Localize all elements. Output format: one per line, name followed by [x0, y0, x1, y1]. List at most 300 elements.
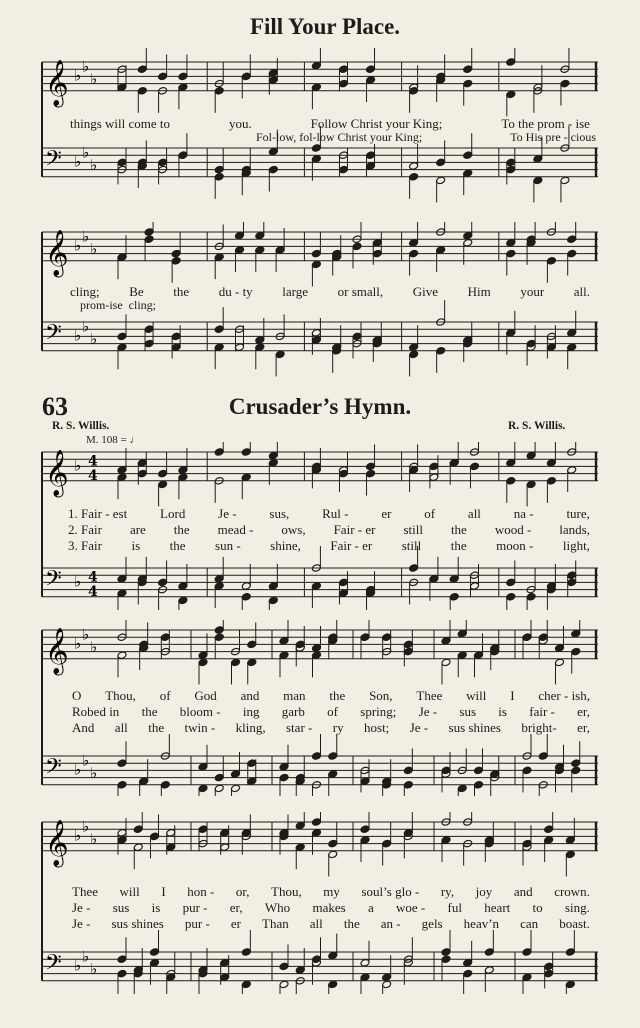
note-head	[311, 336, 321, 345]
note-head	[338, 65, 348, 74]
note-head	[198, 658, 208, 667]
lyric-line-alt	[256, 130, 596, 145]
lyric-syllable: heart	[484, 900, 511, 915]
lyric-syllable: will	[466, 688, 487, 703]
lyric-syllable: all.	[573, 284, 590, 299]
note-head	[198, 825, 208, 834]
note-head	[565, 948, 575, 957]
note-head	[382, 839, 392, 848]
note-head	[178, 83, 188, 92]
lyric-syllable: er,	[577, 704, 590, 719]
note-head	[198, 784, 208, 793]
note-head	[235, 343, 245, 352]
lyric-syllable: Fol-low, fol-low Christ your King;	[256, 130, 423, 144]
note-head	[409, 350, 419, 359]
note-head	[555, 644, 565, 653]
lyric-syllable: garb	[281, 704, 305, 719]
note-head	[235, 231, 245, 240]
note-head	[117, 575, 127, 584]
note-head	[338, 79, 348, 88]
note-head	[279, 763, 289, 772]
note-head	[522, 973, 532, 982]
note-head	[538, 633, 548, 642]
note-head	[255, 246, 265, 255]
note-head	[117, 781, 127, 790]
lyric-syllable: Thee	[416, 688, 443, 703]
note-head	[241, 593, 251, 602]
note-head	[360, 959, 370, 968]
note-head	[409, 173, 419, 182]
lyric-syllable: Thou,	[105, 688, 136, 703]
note-head	[403, 647, 413, 656]
note-head	[144, 235, 154, 244]
note-head	[117, 759, 127, 768]
note-head	[328, 951, 338, 960]
lyric-syllable: cling;	[70, 284, 100, 299]
note-head	[117, 466, 127, 475]
lyric-syllable: the	[173, 284, 190, 299]
lyric-syllable: joy	[475, 884, 493, 899]
lyric-syllable: bloom -	[179, 704, 221, 719]
lyric-verse-3	[72, 720, 590, 736]
lyric-syllable: the	[329, 688, 346, 703]
note-head	[360, 633, 370, 642]
note-head	[198, 763, 208, 772]
note-head	[275, 246, 285, 255]
time-signature: 4	[88, 467, 98, 484]
note-head	[429, 462, 439, 471]
lyric-syllable: the	[141, 704, 158, 719]
note-head	[382, 633, 392, 642]
note-head	[178, 473, 188, 482]
lyric-syllable: a	[367, 900, 374, 915]
note-head	[150, 832, 160, 841]
bass-clef-icon: 𝄢	[45, 754, 62, 785]
note-head	[158, 480, 168, 489]
time-signature: 4	[88, 569, 98, 586]
lyric-syllable: To the prom - ise	[501, 116, 590, 131]
lyric-syllable: du - ty	[218, 284, 253, 299]
note-head	[214, 173, 224, 182]
treble-clef-icon: 𝄞	[45, 59, 69, 106]
note-head	[133, 825, 143, 834]
note-head	[526, 451, 536, 460]
note-head	[268, 451, 278, 460]
flat-icon: ♭	[74, 326, 82, 345]
note-head	[506, 58, 516, 67]
lyric-syllable: Be	[129, 284, 144, 299]
lyric-syllable: Fair - er	[330, 538, 373, 553]
note-head	[484, 966, 494, 975]
note-head	[166, 843, 176, 852]
time-signature: 4	[88, 583, 98, 600]
note-head	[268, 69, 278, 78]
note-head	[117, 253, 127, 262]
lyric-syllable: sus,	[269, 506, 290, 521]
note-head	[275, 350, 285, 359]
lyric-syllable: Je -	[72, 916, 91, 931]
note-head	[241, 448, 251, 457]
note-head	[137, 65, 147, 74]
note-head	[268, 459, 278, 468]
note-head	[312, 829, 322, 838]
lyric-syllable: Je -	[72, 900, 91, 915]
note-head	[214, 575, 224, 584]
lyric-syllable: twin -	[184, 720, 216, 735]
note-head	[546, 257, 556, 266]
note-head	[382, 973, 392, 982]
note-head	[117, 343, 127, 352]
note-head	[214, 773, 224, 782]
lyric-syllable: ing	[242, 704, 260, 719]
note-head	[311, 329, 321, 338]
note-head	[137, 87, 147, 96]
note-head	[436, 176, 446, 185]
note-head	[441, 948, 451, 957]
lyric-syllable: lands,	[559, 522, 590, 537]
note-head	[506, 158, 516, 167]
note-head	[220, 843, 230, 852]
note-head	[166, 973, 176, 982]
note-head	[311, 249, 321, 258]
lyric-syllable: God	[194, 688, 217, 703]
note-head	[311, 83, 321, 92]
note-head	[279, 980, 289, 989]
lyric-syllable: Je -	[418, 704, 438, 719]
note-head	[538, 752, 548, 761]
flat-icon: ♭	[74, 456, 82, 475]
note-head	[533, 176, 543, 185]
note-head	[544, 969, 554, 978]
note-head	[312, 644, 322, 653]
note-head	[366, 162, 376, 171]
lyric-verse-2	[72, 704, 590, 720]
note-head	[463, 151, 473, 160]
note-head	[220, 973, 230, 982]
note-head	[560, 79, 570, 88]
note-head	[409, 239, 419, 248]
lyric-syllable: shine,	[270, 538, 301, 553]
note-head	[117, 332, 127, 341]
note-head	[366, 469, 376, 478]
note-head	[295, 821, 305, 830]
note-head	[449, 459, 459, 468]
note-head	[220, 959, 230, 968]
note-head	[463, 79, 473, 88]
lyric-verse-3	[72, 916, 590, 932]
lyric-syllable: my	[323, 884, 340, 899]
note-head	[178, 596, 188, 605]
flat-icon: ♭	[74, 956, 82, 975]
lyric-syllable: the	[343, 916, 360, 931]
note-head	[409, 343, 419, 352]
flat-icon: ♭	[74, 634, 82, 653]
note-head	[409, 466, 419, 475]
note-head	[117, 955, 127, 964]
note-head	[160, 633, 170, 642]
note-head	[133, 843, 143, 852]
note-head	[117, 473, 127, 482]
note-head	[484, 948, 494, 957]
lyric-syllable: Than	[262, 916, 289, 931]
lyric-syllable: ows,	[281, 522, 306, 537]
lyric-syllable: sus	[459, 704, 477, 719]
note-head	[441, 766, 451, 775]
note-head	[571, 629, 581, 638]
note-head	[506, 329, 516, 338]
note-head	[571, 766, 581, 775]
note-head	[312, 752, 322, 761]
lyric-syllable: light,	[562, 538, 590, 553]
lyric-syllable: host;	[364, 720, 390, 735]
note-head	[268, 76, 278, 85]
lyric-syllable: fair -	[529, 704, 555, 719]
note-head	[463, 969, 473, 978]
lyric-verse-1	[72, 884, 590, 900]
flat-icon: ♭	[74, 826, 82, 845]
lyric-syllable: the	[450, 522, 467, 537]
note-head	[366, 65, 376, 74]
note-head	[352, 332, 362, 341]
note-head	[567, 235, 577, 244]
note-head	[546, 459, 556, 468]
lyric-syllable: wood -	[494, 522, 532, 537]
hymn-number: 63	[42, 392, 68, 421]
note-head	[382, 980, 392, 989]
note-head	[544, 825, 554, 834]
note-head	[150, 959, 160, 968]
note-head	[565, 850, 575, 859]
note-head	[214, 253, 224, 262]
note-head	[214, 343, 224, 352]
lyric-syllable: 1. Fair - est	[68, 506, 128, 521]
note-head	[241, 582, 251, 591]
note-head	[255, 231, 265, 240]
note-head	[268, 165, 278, 174]
note-head	[360, 836, 370, 845]
lyric-syllable: and	[513, 884, 533, 899]
note-head	[279, 637, 289, 646]
lyric-syllable: O	[72, 688, 82, 703]
lyric-syllable: you.	[228, 116, 252, 131]
lyric-syllable: sing.	[564, 900, 590, 915]
note-head	[546, 477, 556, 486]
note-head	[328, 770, 338, 779]
note-head	[268, 582, 278, 591]
note-head	[403, 781, 413, 790]
lyric-syllable: 2. Fair	[68, 522, 102, 537]
note-head	[178, 582, 188, 591]
note-head	[295, 843, 305, 852]
lyric-syllable: kling,	[235, 720, 266, 735]
note-head	[158, 578, 168, 587]
treble-clef-icon: 𝄞	[45, 449, 69, 496]
flat-icon: ♭	[74, 152, 82, 171]
note-head	[166, 829, 176, 838]
lyric-syllable: to	[532, 900, 543, 915]
note-head	[463, 231, 473, 240]
note-head	[117, 969, 127, 978]
lyric-syllable: are	[129, 522, 146, 537]
note-head	[567, 249, 577, 258]
note-head	[338, 165, 348, 174]
lyric-syllable: soul’s glo -	[361, 884, 420, 899]
note-head	[470, 582, 480, 591]
note-head	[214, 165, 224, 174]
flat-icon: ♭	[82, 817, 90, 836]
lyric-syllable: all	[309, 916, 323, 931]
note-head	[457, 651, 467, 660]
note-head	[567, 578, 577, 587]
lyric-syllable: sun -	[215, 538, 241, 553]
note-head	[255, 336, 265, 345]
lyric-syllable: gels	[421, 916, 443, 931]
note-head	[338, 589, 348, 598]
note-head	[567, 466, 577, 475]
note-head	[436, 158, 446, 167]
note-head	[474, 766, 484, 775]
note-head	[565, 836, 575, 845]
bass-clef-icon: 𝄢	[45, 950, 62, 981]
note-head	[328, 839, 338, 848]
note-head	[214, 325, 224, 334]
lyric-verse-1	[72, 688, 590, 704]
lyric-verse-2	[72, 900, 590, 916]
note-head	[158, 158, 168, 167]
note-head	[137, 459, 147, 468]
flat-icon: ♭	[74, 236, 82, 255]
note-head	[366, 76, 376, 85]
flat-icon: ♭	[74, 66, 82, 85]
note-head	[506, 578, 516, 587]
note-head	[522, 839, 532, 848]
lyric-syllable: spring;	[360, 704, 397, 719]
note-head	[372, 239, 382, 248]
note-head	[311, 155, 321, 164]
note-head	[117, 651, 127, 660]
note-head	[328, 752, 338, 761]
note-head	[360, 973, 370, 982]
lyric-syllable: pur -	[182, 900, 208, 915]
note-head	[247, 658, 257, 667]
note-head	[247, 777, 257, 786]
note-head	[571, 759, 581, 768]
flat-icon: ♭	[90, 638, 98, 656]
flat-icon: ♭	[90, 240, 98, 258]
note-head	[506, 90, 516, 99]
note-head	[526, 480, 536, 489]
note-head	[241, 72, 251, 81]
note-head	[555, 658, 565, 667]
note-head	[231, 658, 241, 667]
note-head	[241, 948, 251, 957]
lyric-syllable: Rul -	[322, 506, 349, 521]
note-head	[571, 647, 581, 656]
lyric-syllable: cling;	[128, 298, 156, 312]
note-head	[137, 469, 147, 478]
lyric-syllable: is	[498, 704, 507, 719]
note-head	[490, 770, 500, 779]
note-head	[567, 329, 577, 338]
note-head	[372, 249, 382, 258]
note-head	[150, 948, 160, 957]
lyric-syllable: the	[173, 522, 190, 537]
flat-icon: ♭	[82, 57, 90, 76]
lyric-syllable: pur -	[184, 916, 210, 931]
flat-icon: ♭	[82, 751, 90, 770]
flat-icon: ♭	[90, 830, 98, 848]
bass-clef-icon: 𝄢	[45, 320, 62, 351]
lyric-syllable: of	[159, 688, 171, 703]
note-head	[522, 766, 532, 775]
note-head	[144, 339, 154, 348]
lyric-syllable: Follow Christ your King;	[310, 116, 443, 131]
lyric-syllable: Thee	[72, 884, 98, 899]
note-head	[117, 83, 127, 92]
note-head	[214, 87, 224, 96]
note-head	[506, 477, 516, 486]
note-head	[441, 836, 451, 845]
note-head	[144, 228, 154, 237]
lyric-syllable: Je -	[218, 506, 237, 521]
lyric-syllable: And	[72, 720, 95, 735]
note-head	[441, 955, 451, 964]
flat-icon: ♭	[82, 143, 90, 162]
lyric-syllable: the	[169, 538, 186, 553]
note-head	[560, 176, 570, 185]
lyric-syllable: and	[240, 688, 260, 703]
note-head	[506, 459, 516, 468]
note-head	[403, 640, 413, 649]
lyric-syllable: is	[151, 900, 161, 915]
lyric-syllable: the	[148, 720, 165, 735]
lyric-syllable: I	[161, 884, 166, 899]
flat-icon: ♭	[74, 572, 82, 591]
note-head	[235, 246, 245, 255]
note-head	[171, 343, 181, 352]
lyric-syllable: prom-ise	[80, 298, 123, 312]
lyric-syllable: mead -	[217, 522, 254, 537]
lyric-syllable: sus shines	[111, 916, 164, 931]
lyric-syllable: bright-	[521, 720, 557, 735]
lyric-syllable: large	[282, 284, 309, 299]
lyric-syllable: Son,	[369, 688, 393, 703]
lyric-syllable: will	[119, 884, 140, 899]
note-head	[506, 239, 516, 248]
note-head	[255, 343, 265, 352]
lyric-syllable: er	[381, 506, 392, 521]
note-head	[311, 260, 321, 269]
note-head	[214, 633, 224, 642]
bass-clef-icon: 𝄢	[45, 146, 62, 177]
note-head	[158, 469, 168, 478]
note-head	[567, 571, 577, 580]
flat-icon: ♭	[82, 625, 90, 644]
note-head	[158, 72, 168, 81]
note-head	[160, 781, 170, 790]
lyric-verse-2	[68, 522, 590, 538]
lyric-syllable: ry	[332, 720, 344, 735]
note-head	[198, 651, 208, 660]
lyric-syllable: Je -	[409, 720, 429, 735]
lyric-syllable: star -	[286, 720, 313, 735]
note-head	[409, 87, 419, 96]
note-head	[352, 242, 362, 251]
lyric-syllable: can	[520, 916, 539, 931]
note-head	[214, 784, 224, 793]
time-signature: 4	[88, 453, 98, 470]
note-head	[214, 626, 224, 635]
